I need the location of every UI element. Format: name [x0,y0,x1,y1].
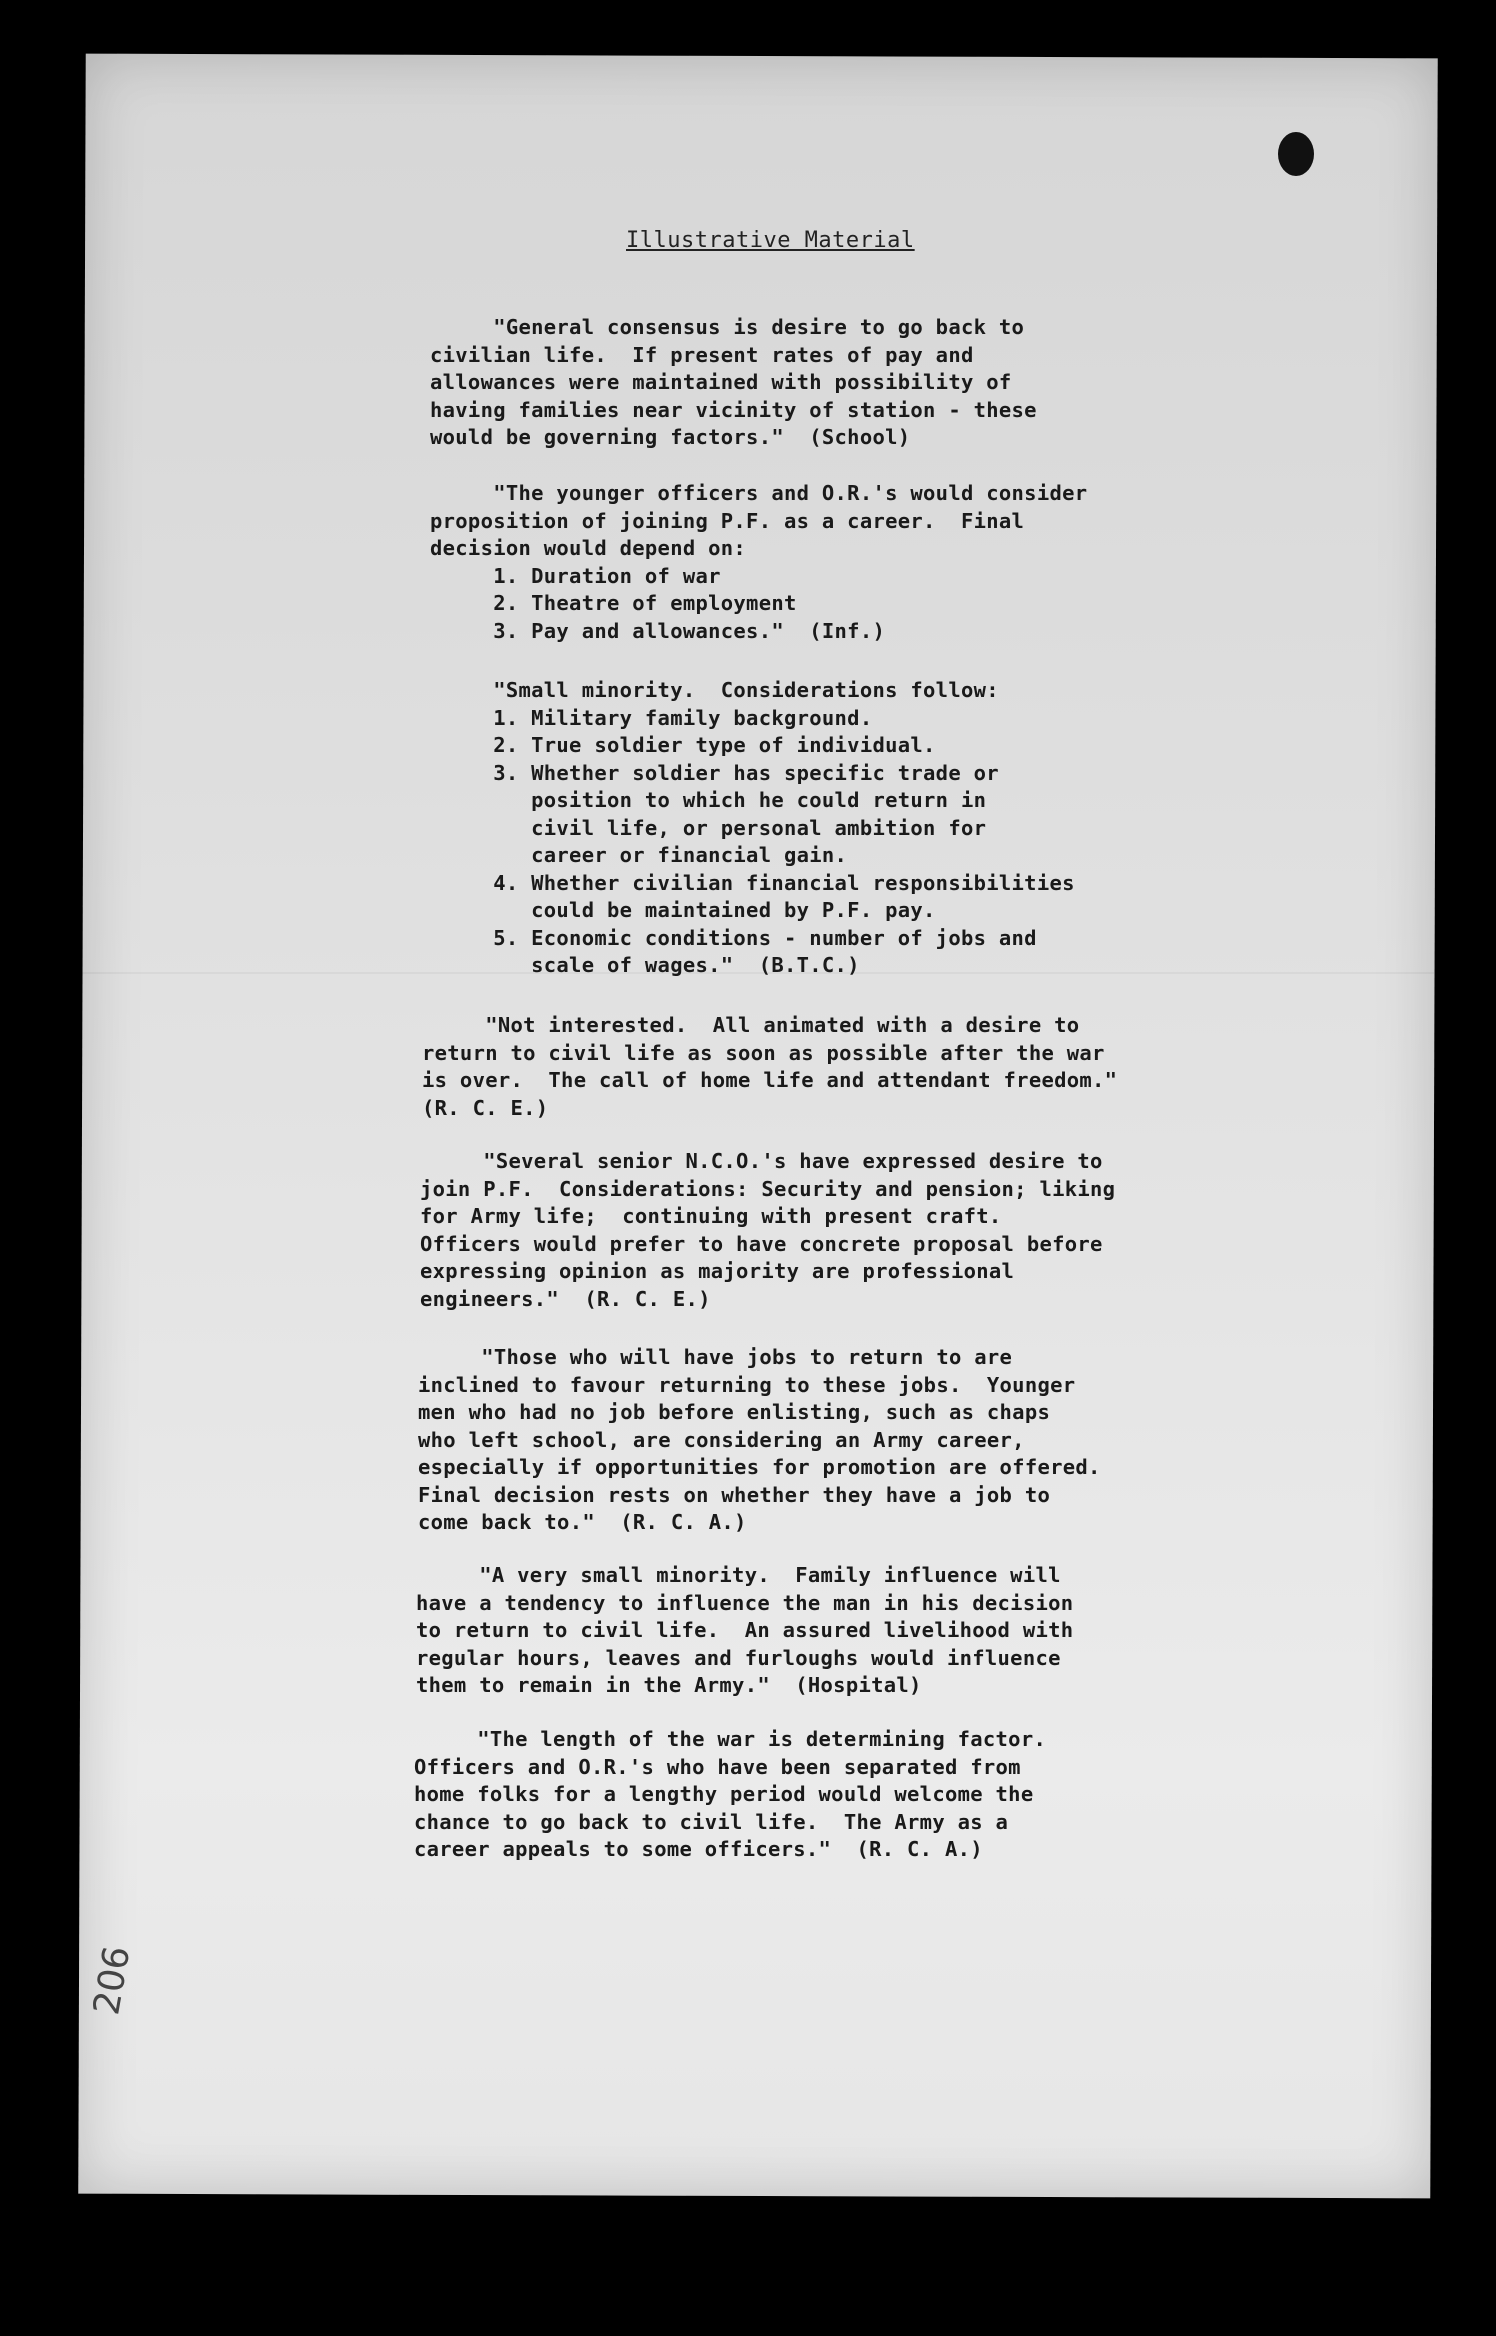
quote-btc: "Small minority. Considerations follow: 1. Military family background. 2. True soldier type of individual. 3. Whether soldier has specific trade or position to which he could return in civil life, or personal ambition for career or financial gain. 4. Whether civilian financial responsibilities could be maintained by P.F. pay. 5. Economic conditions - number of jobs and scale of wages." (B.T.C.) [493,678,1075,977]
quote-school: "General consensus is desire to go back to civilian life. If present rates of pay and allowances were maintained with possibility of having families near vicinity of station - these would be governing factors." (School) [430,315,1037,449]
punch-hole [1278,132,1314,176]
quote-rca-1: "Those who will have jobs to return to are inclined to favour returning to these jobs. Younger men who had no job before enlisting, such as chaps who left school, are considering an Army career, especially if opportunities for promotion are offered. Final decision rests on whether they have a job to come back to." (R. C. A.) [418,1345,1101,1534]
document-title: Illustrative Material [626,228,915,253]
quote-hospital: "A very small minority. Family influence will have a tendency to influence the man in his decision to return to civil life. An assured livelihood with regular hours, leaves and furloughs would influence them to remain in the Army." (Hospital) [416,1563,1074,1697]
quote-infantry: "The younger officers and O.R.'s would consider proposition of joining P.F. as a career. Final decision would depend on: 1. Duration of war 2. Theatre of employment 3. Pay and allowances." (Inf.) [430,481,1088,643]
quote-rce-1: "Not interested. All animated with a desire to return to civil life as soon as possible after the war is over. The call of home life and attendant freedom." (R. C. E.) [422,1013,1118,1120]
quote-rce-2: "Several senior N.C.O.'s have expressed desire to join P.F. Considerations: Security and pension; liking for Army life; continuing with present craft. Officers would prefer to have concrete proposal before expressing opinion as majority are professional engineers." (R. C. E.) [420,1149,1116,1311]
margin-page-number: 206 [86,1943,139,2018]
quote-rca-2: "The length of the war is determining factor. Officers and O.R.'s who have been separated from home folks for a lengthy period would welcome the chance to go back to civil life. The Army as a career appeals to some officers." (R. C. A.) [414,1727,1047,1861]
